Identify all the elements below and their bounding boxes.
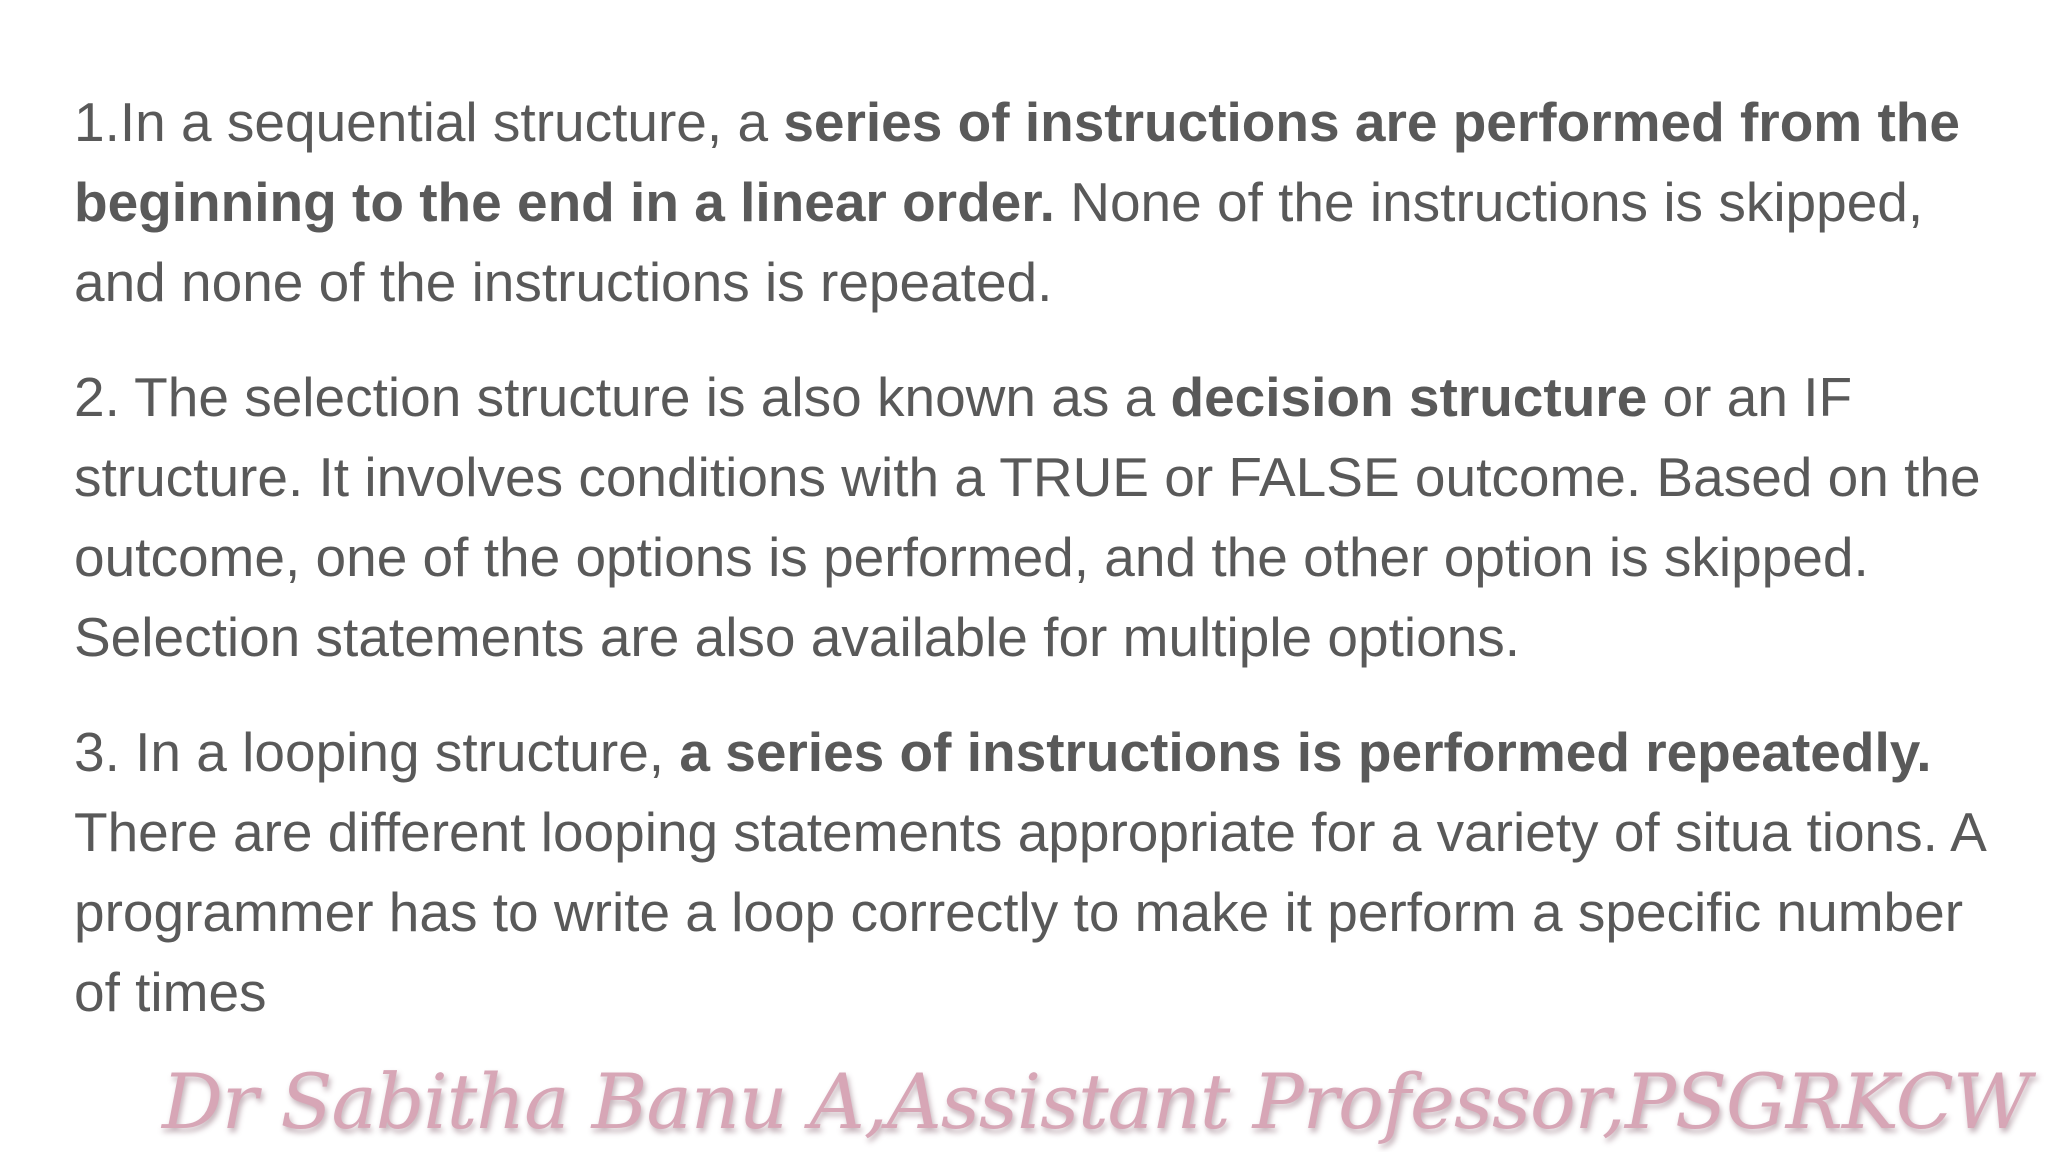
para3-bold-1: a series of instructions is performed repeatedly. [679,721,1932,783]
para3-text-2: There are different looping statements appropriate for a variety of situa tions. A programmer has to write a loop correctly to make it perform a specific number of times [74,801,1984,1023]
paragraph-sequential [74,82,2004,322]
para1-text-2: None of the instructions is skipped, and none of the instructions is repeated. [74,171,1924,313]
para2-bold-1: decision structure [1170,366,1648,428]
para1-bold-1: series of instructions are performed from the beginning to the end in a linear order. [74,91,1960,233]
paragraph-looping [74,712,2004,1032]
slide-content [74,82,2004,1067]
para2-text-1: 2. The selection structure is also known as a [74,366,1171,428]
paragraph-selection [74,357,2004,677]
para3-text-1: 3. In a looping structure, [74,721,680,783]
para1-text-1: 1.In a sequential structure, a [74,91,784,153]
para2-text-2: or an IF structure. It involves conditions with a TRUE or FALSE outcome. Based on the outcome, one of the options is performed, and the other option is skipped. Selection statements are also available for multiple options. [74,366,1981,668]
author-footer: Dr Sabitha Banu A,Assistant Professor,PSGRKCW [161,1057,2030,1146]
